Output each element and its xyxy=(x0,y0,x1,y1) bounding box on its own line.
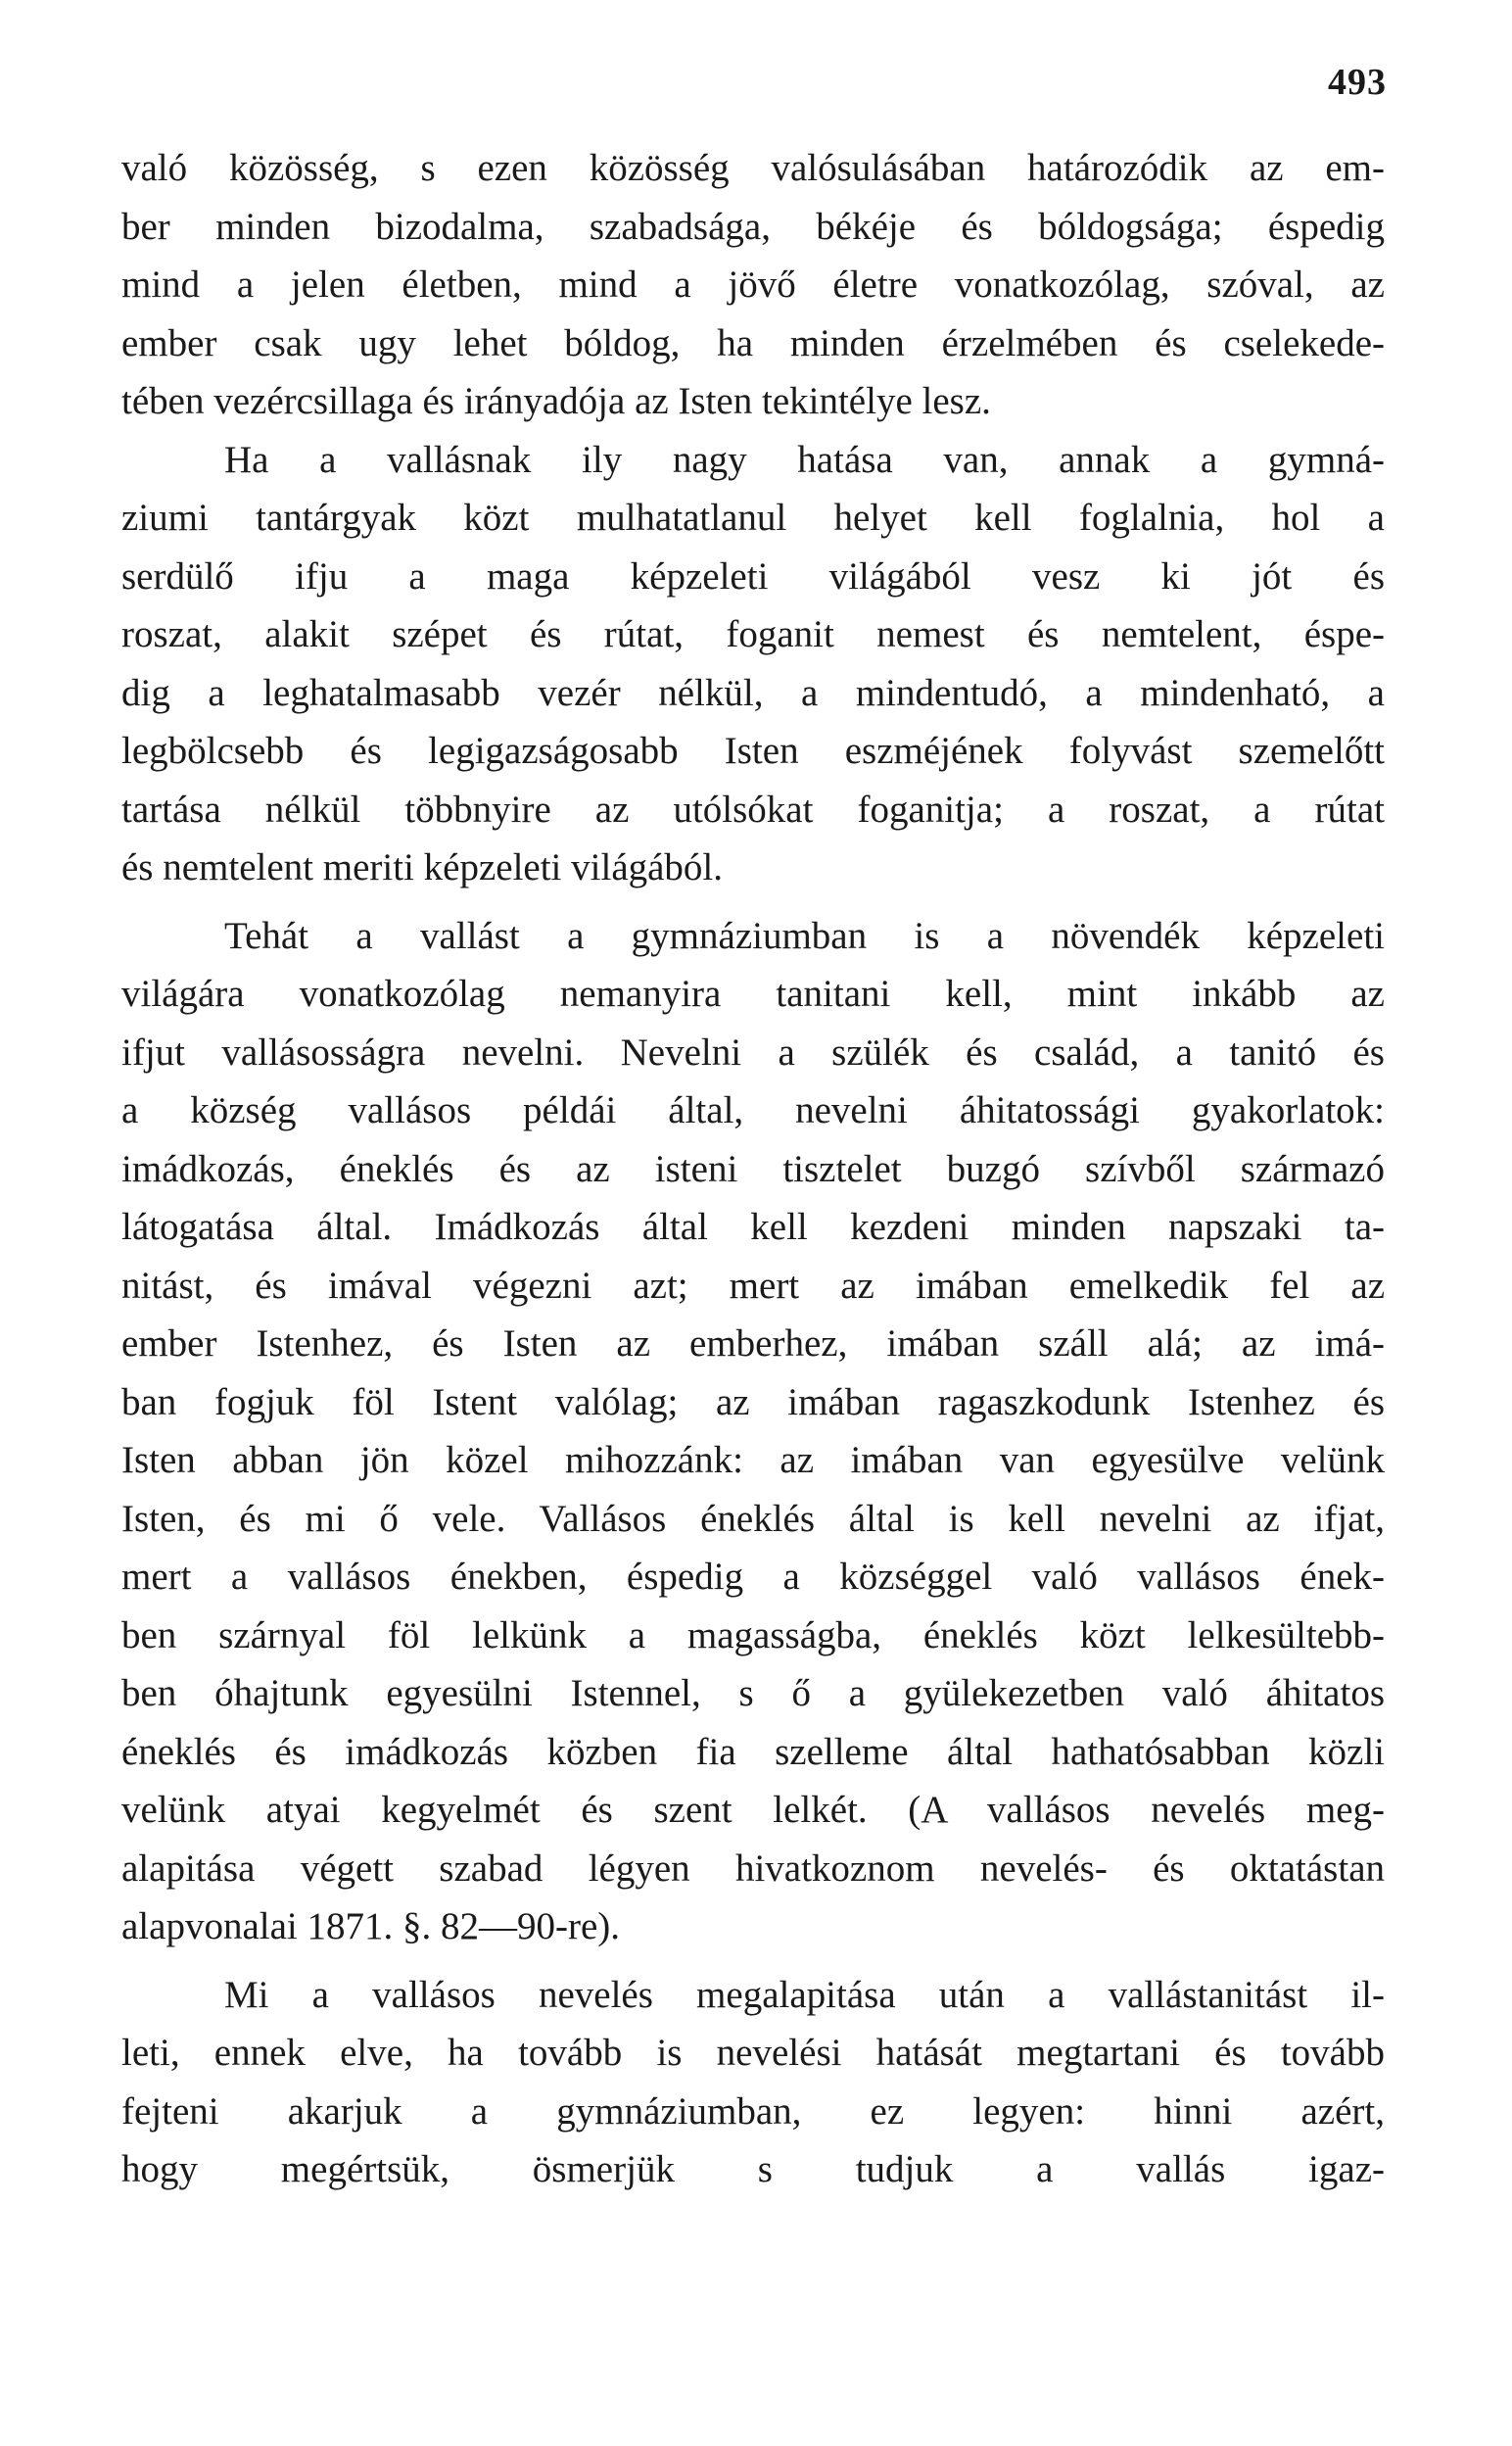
text-line: alapvonalai 1871. §. 82—90-re). xyxy=(121,1905,621,1947)
text-line: és nemtelent meriti képzeleti világából. xyxy=(121,846,724,888)
text-line: ban fogjuk föl Istent valólag; az imában ragaszkodunk Istenhez és xyxy=(121,1380,1385,1423)
body-text xyxy=(121,139,1385,2199)
text-line: legbölcsebb és legigazságosabb Isten eszméjének folyvást szemelőtt xyxy=(121,730,1385,772)
text-line: éneklés és imádkozás közben fia szelleme által hathatósabban közli xyxy=(121,1730,1385,1773)
text-line: látogatása által. Imádkozás által kell kezdeni minden napszaki ta- xyxy=(121,1206,1385,1248)
paragraph-3 xyxy=(121,907,1385,1956)
text-line: tartása nélkül többnyire az utólsókat foganitja; a roszat, a rútat xyxy=(121,788,1385,831)
text-line: hogy megértsük, ösmerjük s tudjuk a vallás igaz- xyxy=(121,2148,1385,2190)
text-line: alapitása végett szabad légyen hivatkoznom nevelés- és oktatástan xyxy=(121,1846,1385,1890)
text-line: velünk atyai kegyelmét és szent lelkét. (A vallásos nevelés meg- xyxy=(121,1789,1385,1831)
page-number: 493 xyxy=(1328,62,1387,103)
text-line: ziumi tantárgyak közt mulhatatlanul helyet kell foglalnia, hol a xyxy=(121,497,1385,539)
text-line: mert a vallásos énekben, éspedig a községgel való vallásos ének- xyxy=(121,1556,1385,1598)
paragraph-1 xyxy=(121,139,1385,431)
paragraph-4 xyxy=(121,1966,1385,2199)
text-line: dig a leghatalmasabb vezér nélkül, a mindentudó, a mindenható, a xyxy=(121,671,1385,714)
text-line: a község vallásos példái által, nevelni áhitatossági gyakorlatok: xyxy=(121,1089,1385,1131)
text-line: való közösség, s ezen közösség valósulásában határozódik az em- xyxy=(121,147,1385,189)
text-line: tében vezércsillaga és irányadója az Isten tekintélye lesz. xyxy=(121,380,991,422)
paragraph-gap xyxy=(121,897,1385,907)
text-line: ben óhajtunk egyesülni Istennel, s ő a gyülekezetben való áhitatos xyxy=(121,1672,1385,1714)
text-line: Ha a vallásnak ily nagy hatása van, annak a gymná- xyxy=(224,438,1385,481)
text-line: mind a jelen életben, mind a jövő életre vonatkozólag, szóval, az xyxy=(121,264,1385,306)
text-line: roszat, alakit szépet és rútat, foganit nemest és nemtelent, éspe- xyxy=(121,613,1385,655)
text-line: nitást, és imával végezni azt; mert az imában emelkedik fel az xyxy=(121,1264,1385,1307)
text-line: serdülő ifju a maga képzeleti világából vesz ki jót és xyxy=(121,554,1385,598)
text-line: ben szárnyal föl lelkünk a magasságba, éneklés közt lelkesültebb- xyxy=(121,1613,1385,1656)
text-line: világára vonatkozólag nemanyira tanitani kell, mint inkább az xyxy=(121,973,1385,1015)
text-line: fejteni akarjuk a gymnáziumban, ez legyen: hinni azért, xyxy=(121,2089,1385,2133)
paragraph-2 xyxy=(121,431,1385,897)
text-line: Isten abban jön közel mihozzánk: az imában van egyesülve velünk xyxy=(121,1439,1385,1481)
text-line: leti, ennek elve, ha tovább is nevelési hatását megtartani és tovább xyxy=(121,2032,1385,2074)
text-line: ber minden bizodalma, szabadsága, békéje és bóldogsága; éspedig xyxy=(121,205,1385,248)
text-line: ember csak ugy lehet bóldog, ha minden érzelmében és cselekede- xyxy=(121,321,1385,364)
text-line: Isten, és mi ő vele. Vallásos éneklés által is kell nevelni az ifjat, xyxy=(121,1497,1385,1540)
text-line: Mi a vallásos nevelés megalapitása után a vallástanitást il- xyxy=(224,1973,1385,2016)
text-line: imádkozás, éneklés és az isteni tisztelet buzgó szívből származó xyxy=(121,1147,1385,1190)
paragraph-gap xyxy=(121,1956,1385,1966)
text-line: Tehát a vallást a gymnáziumban is a növendék képzeleti xyxy=(224,914,1385,957)
text-line: ember Istenhez, és Isten az emberhez, imában száll alá; az imá- xyxy=(121,1322,1385,1365)
text-line: ifjut vallásosságra nevelni. Nevelni a szülék és család, a tanitó és xyxy=(121,1031,1385,1074)
